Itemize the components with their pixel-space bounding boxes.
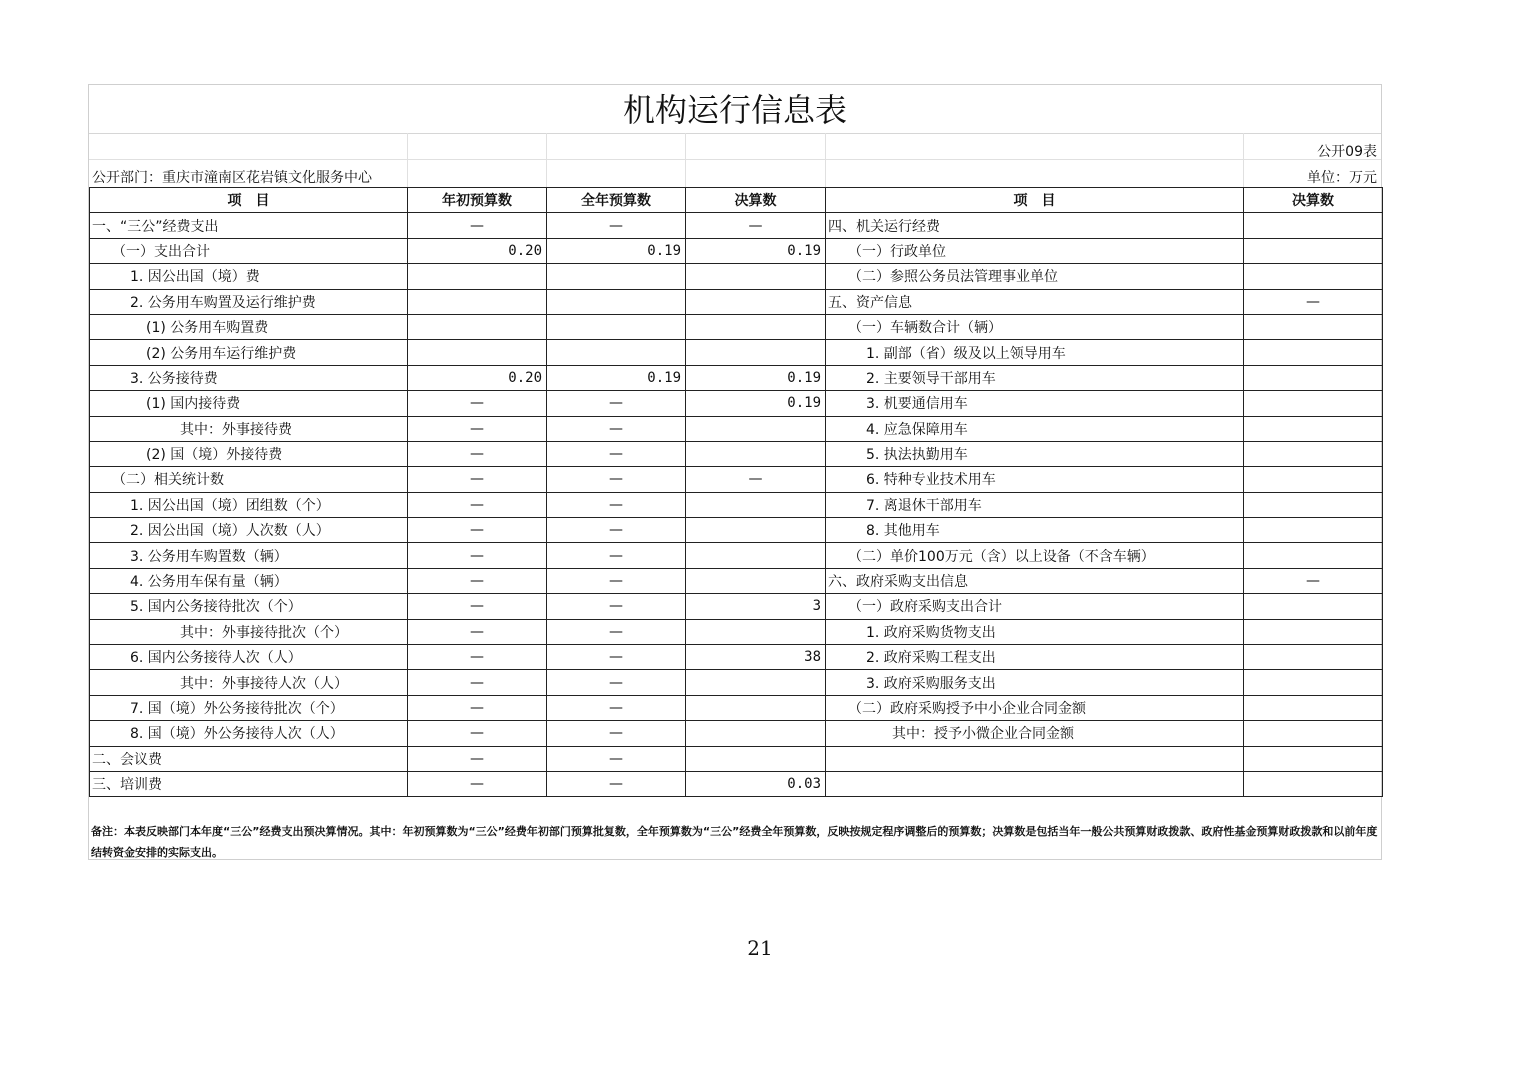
budget-full-cell [547, 289, 686, 314]
table-row [90, 213, 1383, 238]
table-row [90, 264, 1383, 289]
right-item-cell: （二）参照公务员法管理事业单位 [826, 264, 1244, 289]
budget-initial-cell: 0.20 [408, 238, 547, 263]
final-cell: — [686, 467, 826, 492]
budget-full-cell: — [547, 543, 686, 568]
final-cell [686, 264, 826, 289]
right-final-cell [1244, 391, 1383, 416]
right-final-cell [1244, 645, 1383, 670]
table-row [90, 289, 1383, 314]
final-cell [686, 289, 826, 314]
table-row [90, 314, 1383, 339]
final-cell: 0.19 [686, 391, 826, 416]
budget-full-cell: — [547, 594, 686, 619]
item-cell: 4. 公务用车保有量（辆） [90, 568, 408, 593]
final-cell: 0.03 [686, 771, 826, 796]
table-row [90, 340, 1383, 365]
table-row [90, 441, 1383, 466]
item-cell: 其中：外事接待费 [90, 416, 408, 441]
budget-full-cell: — [547, 213, 686, 238]
budget-initial-cell: — [408, 467, 547, 492]
item-cell: （二）相关统计数 [90, 467, 408, 492]
right-final-cell [1244, 543, 1383, 568]
budget-initial-cell: — [408, 670, 547, 695]
budget-full-cell: — [547, 467, 686, 492]
budget-full-cell: — [547, 518, 686, 543]
right-final-cell [1244, 746, 1383, 771]
department-label: 公开部门：重庆市潼南区花岩镇文化服务中心 [92, 170, 372, 186]
table-row [90, 670, 1383, 695]
final-cell [686, 340, 826, 365]
right-item-cell: 六、政府采购支出信息 [826, 568, 1244, 593]
right-final-cell [1244, 314, 1383, 339]
col-header-right-final: 决算数 [1244, 188, 1383, 213]
budget-initial-cell: — [408, 543, 547, 568]
budget-initial-cell: — [408, 441, 547, 466]
footnote: 备注：本表反映部门本年度“三公”经费支出预决算情况。其中：年初预算数为“三公”经费年初部门预算批复数，全年预算数为“三公”经费全年预算数，反映按规定程序调整后的预算数；决算数是包括当年一般公共预算财政拨款、政府性基金预算财政拨款和以前年度结转资金安排的实际支出。 [91, 825, 1378, 859]
final-cell [686, 568, 826, 593]
table-row [90, 365, 1383, 390]
right-item-cell: 其中：授予小微企业合同金额 [826, 721, 1244, 746]
budget-initial-cell: 0.20 [408, 365, 547, 390]
table-row [90, 568, 1383, 593]
table-row [90, 619, 1383, 644]
item-cell: 7. 国（境）外公务接待批次（个） [90, 695, 408, 720]
table-header-row [90, 188, 1383, 213]
right-item-cell: 2. 主要领导干部用车 [826, 365, 1244, 390]
budget-initial-cell [408, 340, 547, 365]
table-row [90, 416, 1383, 441]
final-cell [686, 619, 826, 644]
table-row [90, 518, 1383, 543]
col-header-item: 项 目 [90, 188, 408, 213]
item-cell: 5. 国内公务接待批次（个） [90, 594, 408, 619]
final-cell: 0.19 [686, 365, 826, 390]
table-title: 机构运行信息表 [89, 85, 1381, 134]
right-item-cell: 四、机关运行经费 [826, 213, 1244, 238]
final-cell: 38 [686, 645, 826, 670]
right-final-cell [1244, 771, 1383, 796]
right-final-cell [1244, 238, 1383, 263]
right-final-cell [1244, 594, 1383, 619]
table-row [90, 695, 1383, 720]
budget-full-cell: — [547, 721, 686, 746]
right-item-cell: 1. 副部（省）级及以上领导用车 [826, 340, 1244, 365]
info-table [89, 187, 1383, 797]
budget-full-cell: — [547, 670, 686, 695]
table-row [90, 543, 1383, 568]
budget-initial-cell: — [408, 746, 547, 771]
right-item-cell: 3. 机要通信用车 [826, 391, 1244, 416]
budget-full-cell: — [547, 645, 686, 670]
right-item-cell: 3. 政府采购服务支出 [826, 670, 1244, 695]
right-item-cell: （一）车辆数合计（辆） [826, 314, 1244, 339]
right-item-cell: （一）行政单位 [826, 238, 1244, 263]
final-cell [686, 416, 826, 441]
budget-full-cell: — [547, 746, 686, 771]
final-cell: 3 [686, 594, 826, 619]
right-item-cell [826, 771, 1244, 796]
right-final-cell [1244, 340, 1383, 365]
item-cell: (2) 公务用车运行维护费 [90, 340, 408, 365]
item-cell: 1. 因公出国（境）团组数（个） [90, 492, 408, 517]
final-cell [686, 695, 826, 720]
final-cell: — [686, 213, 826, 238]
table-row [90, 467, 1383, 492]
item-cell: 一、“三公”经费支出 [90, 213, 408, 238]
right-item-cell: 1. 政府采购货物支出 [826, 619, 1244, 644]
col-header-right-item: 项 目 [826, 188, 1244, 213]
right-final-cell [1244, 721, 1383, 746]
budget-initial-cell: — [408, 645, 547, 670]
budget-full-cell [547, 314, 686, 339]
table-row [90, 391, 1383, 416]
right-final-cell: — [1244, 568, 1383, 593]
budget-initial-cell: — [408, 492, 547, 517]
right-final-cell [1244, 619, 1383, 644]
table-row [90, 645, 1383, 670]
right-final-cell [1244, 441, 1383, 466]
item-cell: 1. 因公出国（境）费 [90, 264, 408, 289]
item-cell: (1) 国内接待费 [90, 391, 408, 416]
budget-initial-cell [408, 264, 547, 289]
budget-full-cell: — [547, 416, 686, 441]
budget-initial-cell: — [408, 568, 547, 593]
table-row [90, 238, 1383, 263]
right-item-cell [826, 746, 1244, 771]
page-number: 21 [747, 936, 773, 960]
table-row [90, 771, 1383, 796]
item-cell: 3. 公务用车购置数（辆） [90, 543, 408, 568]
right-final-cell [1244, 365, 1383, 390]
budget-full-cell: 0.19 [547, 238, 686, 263]
item-cell: 2. 因公出国（境）人次数（人） [90, 518, 408, 543]
final-cell [686, 746, 826, 771]
budget-full-cell [547, 264, 686, 289]
right-item-cell: （二）政府采购授予中小企业合同金额 [826, 695, 1244, 720]
item-cell: （一）支出合计 [90, 238, 408, 263]
budget-initial-cell [408, 289, 547, 314]
right-final-cell [1244, 492, 1383, 517]
item-cell: (2) 国（境）外接待费 [90, 441, 408, 466]
final-cell [686, 314, 826, 339]
right-item-cell: 五、资产信息 [826, 289, 1244, 314]
budget-initial-cell: — [408, 518, 547, 543]
budget-full-cell: — [547, 441, 686, 466]
budget-full-cell: — [547, 619, 686, 644]
table-row [90, 492, 1383, 517]
unit-label: 单位：万元 [1307, 170, 1377, 186]
right-final-cell [1244, 467, 1383, 492]
budget-initial-cell: — [408, 771, 547, 796]
table-code: 公开09表 [1317, 144, 1377, 160]
right-item-cell: 5. 执法执勤用车 [826, 441, 1244, 466]
item-cell: 三、培训费 [90, 771, 408, 796]
final-cell [686, 492, 826, 517]
item-cell: 6. 国内公务接待人次（人） [90, 645, 408, 670]
right-item-cell: 7. 离退休干部用车 [826, 492, 1244, 517]
col-header-budget-initial: 年初预算数 [408, 188, 547, 213]
budget-full-cell: — [547, 771, 686, 796]
right-final-cell [1244, 518, 1383, 543]
table-row [90, 594, 1383, 619]
budget-full-cell [547, 340, 686, 365]
table-row [90, 746, 1383, 771]
info-sheet [88, 84, 1382, 860]
final-cell [686, 721, 826, 746]
col-header-budget-full: 全年预算数 [547, 188, 686, 213]
item-cell: (1) 公务用车购置费 [90, 314, 408, 339]
budget-full-cell: — [547, 391, 686, 416]
right-final-cell [1244, 670, 1383, 695]
right-final-cell: — [1244, 289, 1383, 314]
right-final-cell [1244, 416, 1383, 441]
item-cell: 其中：外事接待批次（个） [90, 619, 408, 644]
right-item-cell: 8. 其他用车 [826, 518, 1244, 543]
right-item-cell: 4. 应急保障用车 [826, 416, 1244, 441]
budget-initial-cell [408, 314, 547, 339]
col-header-final: 决算数 [686, 188, 826, 213]
final-cell [686, 543, 826, 568]
budget-full-cell: 0.19 [547, 365, 686, 390]
final-cell [686, 441, 826, 466]
budget-initial-cell: — [408, 594, 547, 619]
item-cell: 3. 公务接待费 [90, 365, 408, 390]
right-final-cell [1244, 264, 1383, 289]
item-cell: 二、会议费 [90, 746, 408, 771]
right-item-cell: 2. 政府采购工程支出 [826, 645, 1244, 670]
right-item-cell: （二）单价100万元（含）以上设备（不含车辆） [826, 543, 1244, 568]
right-final-cell [1244, 695, 1383, 720]
budget-initial-cell: — [408, 619, 547, 644]
right-item-cell: 6. 特种专业技术用车 [826, 467, 1244, 492]
budget-full-cell: — [547, 695, 686, 720]
item-cell: 8. 国（境）外公务接待人次（人） [90, 721, 408, 746]
budget-initial-cell: — [408, 416, 547, 441]
table-body [90, 213, 1383, 797]
budget-full-cell: — [547, 492, 686, 517]
table-row [90, 721, 1383, 746]
final-cell [686, 670, 826, 695]
final-cell: 0.19 [686, 238, 826, 263]
budget-full-cell: — [547, 568, 686, 593]
budget-initial-cell: — [408, 213, 547, 238]
budget-initial-cell: — [408, 391, 547, 416]
budget-initial-cell: — [408, 721, 547, 746]
final-cell [686, 518, 826, 543]
right-item-cell: （一）政府采购支出合计 [826, 594, 1244, 619]
budget-initial-cell: — [408, 695, 547, 720]
item-cell: 2. 公务用车购置及运行维护费 [90, 289, 408, 314]
right-final-cell [1244, 213, 1383, 238]
item-cell: 其中：外事接待人次（人） [90, 670, 408, 695]
